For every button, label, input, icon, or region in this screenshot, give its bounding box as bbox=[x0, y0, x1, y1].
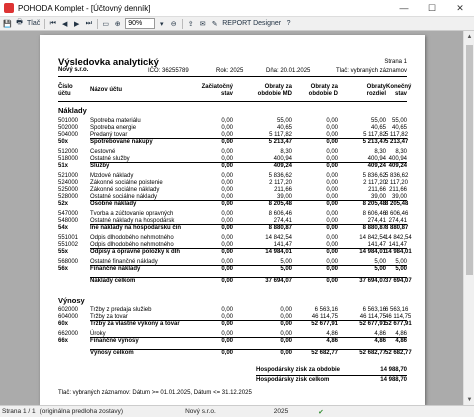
zoom-out-icon[interactable]: ⊖ bbox=[170, 20, 177, 28]
subtotal-row bbox=[40, 350, 425, 357]
turnover-d-value: 0,00 bbox=[326, 249, 338, 255]
final-value: 5 836,62 bbox=[385, 173, 409, 179]
turnover-md-value: 0,00 bbox=[280, 307, 292, 313]
toolbar-separator bbox=[44, 19, 45, 29]
status-source: (originálna predloha zostavy) bbox=[39, 408, 124, 415]
initial-value: 0,00 bbox=[221, 118, 233, 124]
account-name: Výnosy celkom bbox=[90, 350, 134, 356]
diff-value: 8 205,48 bbox=[362, 201, 386, 207]
turnover-md-value: 5 836,62 bbox=[268, 173, 292, 179]
account-name: Finančné náklady bbox=[90, 266, 141, 272]
account-name: Cestovné bbox=[90, 149, 116, 155]
diff-value: 46 114,75 bbox=[359, 314, 386, 320]
next-page-icon[interactable]: ▶ bbox=[74, 20, 80, 28]
account-name: Tržby za tovar bbox=[90, 314, 128, 320]
table-row bbox=[40, 180, 425, 187]
turnover-d-value: 0,00 bbox=[326, 211, 338, 217]
turnover-d-value: 46 114,75 bbox=[311, 314, 338, 320]
account-number: 56x bbox=[58, 266, 69, 272]
last-page-icon[interactable]: ⏭ bbox=[85, 19, 92, 27]
account-number: 52x bbox=[58, 201, 69, 207]
account-number: 528000 bbox=[58, 194, 79, 200]
account-number: 55x bbox=[58, 249, 69, 255]
table-row bbox=[40, 307, 425, 314]
turnover-d-value: 0,00 bbox=[326, 139, 338, 145]
check-icon: ✔ bbox=[318, 408, 324, 416]
subtotal-row bbox=[40, 278, 425, 285]
account-number: 524000 bbox=[58, 180, 79, 186]
turnover-d-value: 0,00 bbox=[326, 149, 338, 155]
result-period-label: Hospodársky zisk za obdobie bbox=[256, 367, 341, 373]
diff-value: 37 694,07 bbox=[359, 278, 386, 284]
account-number: 662000 bbox=[58, 331, 79, 337]
initial-value: 0,00 bbox=[221, 307, 233, 313]
page-view-icon[interactable]: ▭ bbox=[102, 20, 110, 28]
initial-value: 0,00 bbox=[221, 314, 233, 320]
title-bar bbox=[0, 0, 474, 17]
account-name: Náklady celkom bbox=[90, 278, 136, 284]
turnover-d-value: 52 677,91 bbox=[311, 321, 338, 327]
table-row bbox=[40, 173, 425, 180]
turnover-d-value: 0,00 bbox=[326, 259, 338, 265]
toolbar-separator bbox=[97, 19, 98, 29]
account-name: Osobné náklady bbox=[90, 201, 137, 207]
turnover-md-value: 0,00 bbox=[280, 338, 292, 344]
final-value: 52 677,91 bbox=[385, 321, 412, 327]
account-name: Tvorba a zúčtovanie opravných bbox=[90, 211, 174, 217]
final-value: 409,24 bbox=[388, 163, 407, 169]
col-header-diff: Obraty rozdiel bbox=[366, 84, 386, 97]
turnover-md-value: 0,00 bbox=[280, 314, 292, 320]
help-icon[interactable]: ? bbox=[286, 20, 291, 27]
result-total-value: 14 988,70 bbox=[380, 377, 407, 383]
account-number: 551002 bbox=[58, 242, 79, 248]
turnover-d-value: 0,00 bbox=[326, 235, 338, 241]
scroll-down-arrow-icon[interactable]: ▼ bbox=[466, 396, 473, 403]
turnover-md-value: 400,94 bbox=[273, 156, 292, 162]
diff-value: 8 880,87 bbox=[362, 225, 386, 231]
vertical-scrollbar[interactable] bbox=[463, 31, 474, 405]
turnover-md-value: 14 842,54 bbox=[265, 235, 292, 241]
print-filter-note: Tlač: vybraných záznamov bbox=[335, 68, 407, 74]
account-name: Spotreba energie bbox=[90, 125, 137, 131]
minimize-button[interactable]: — bbox=[399, 3, 409, 13]
account-name: Ostatné náklady na hospodársk bbox=[90, 218, 175, 224]
diff-value: 274,41 bbox=[367, 218, 386, 224]
account-number: 525000 bbox=[58, 187, 79, 193]
turnover-md-value: 40,65 bbox=[276, 125, 292, 131]
diff-value: 5 213,47 bbox=[362, 139, 386, 145]
turnover-d-value: 0,00 bbox=[326, 201, 338, 207]
account-number: 504000 bbox=[58, 132, 79, 138]
save-icon[interactable]: 💾 bbox=[3, 20, 12, 28]
diff-value: 5,00 bbox=[374, 266, 386, 272]
initial-value: 0,00 bbox=[221, 225, 233, 231]
account-number: 547000 bbox=[58, 211, 79, 217]
account-name: Ostatné sociálne náklady bbox=[90, 194, 158, 200]
account-number: 501000 bbox=[58, 118, 79, 124]
diff-value: 4,86 bbox=[374, 338, 386, 344]
initial-value: 0,00 bbox=[221, 266, 233, 272]
col-header-turnover-d: Obraty za obdobie D bbox=[308, 84, 338, 97]
section-costs-heading: Náklady bbox=[58, 106, 87, 115]
report-year: Rok: 2025 bbox=[216, 68, 244, 74]
turnover-d-value: 0,00 bbox=[326, 125, 338, 131]
account-name: Spotrebované nákupy bbox=[90, 139, 153, 145]
final-value: 5 213,47 bbox=[385, 139, 409, 145]
account-number: 51x bbox=[58, 163, 69, 169]
turnover-md-value: 8 205,48 bbox=[268, 201, 292, 207]
page-label: Strana 1 bbox=[384, 59, 407, 65]
subtotal-row bbox=[40, 338, 425, 345]
report-page bbox=[40, 35, 425, 405]
subtotal-row bbox=[40, 225, 425, 232]
turnover-md-value: 55,00 bbox=[276, 118, 292, 124]
maximize-button[interactable]: ☐ bbox=[427, 2, 437, 13]
turnover-md-value: 8,30 bbox=[280, 149, 292, 155]
account-name: Spotreba materiálu bbox=[90, 118, 141, 124]
initial-value: 0,00 bbox=[221, 278, 233, 284]
report-title: Výsledovka analytický bbox=[58, 57, 159, 68]
diff-value: 52 677,91 bbox=[359, 321, 386, 327]
diff-value: 141,47 bbox=[367, 242, 386, 248]
initial-value: 0,00 bbox=[221, 187, 233, 193]
account-number: 518000 bbox=[58, 156, 79, 162]
turnover-md-value: 141,47 bbox=[273, 242, 292, 248]
subtotal-row bbox=[40, 201, 425, 208]
final-value: 5 117,82 bbox=[385, 132, 408, 138]
column-header-rule bbox=[58, 101, 407, 102]
subtotal-row bbox=[40, 249, 425, 256]
turnover-d-value: 0,00 bbox=[326, 278, 338, 284]
turnover-d-value: 0,00 bbox=[326, 163, 338, 169]
preview-canvas bbox=[0, 31, 474, 405]
table-row bbox=[40, 211, 425, 218]
turnover-md-value: 8 880,87 bbox=[268, 225, 292, 231]
final-value: 40,65 bbox=[391, 125, 407, 131]
status-company: Nový s.r.o. bbox=[185, 408, 216, 415]
turnover-d-value: 52 682,77 bbox=[311, 350, 338, 356]
initial-value: 0,00 bbox=[221, 194, 233, 200]
account-name: Zákonné sociálne náklady bbox=[90, 187, 160, 193]
account-number: 54x bbox=[58, 225, 69, 231]
diff-value: 8 606,46 bbox=[362, 211, 386, 217]
turnover-md-value: 37 694,07 bbox=[265, 278, 292, 284]
turnover-md-value: 5 117,82 bbox=[269, 132, 292, 138]
window-title: POHODA Komplet - [Účtovný denník] bbox=[18, 3, 151, 13]
turnover-md-value: 39,00 bbox=[276, 194, 292, 200]
turnover-md-value: 8 606,46 bbox=[268, 211, 292, 217]
initial-value: 0,00 bbox=[221, 139, 233, 145]
printer-icon[interactable]: 🖶 bbox=[16, 19, 23, 26]
final-value: 5,00 bbox=[395, 259, 407, 265]
initial-value: 0,00 bbox=[221, 242, 233, 248]
final-value: 5,00 bbox=[395, 266, 407, 272]
turnover-d-value: 0,00 bbox=[326, 266, 338, 272]
initial-value: 0,00 bbox=[221, 321, 233, 327]
status-bar bbox=[0, 405, 474, 417]
turnover-d-value: 0,00 bbox=[326, 180, 338, 186]
account-name: Ostatné finančné náklady bbox=[90, 259, 158, 265]
first-page-icon[interactable]: ⏮ bbox=[49, 19, 56, 27]
toolbar-separator bbox=[182, 19, 183, 29]
turnover-d-value: 0,00 bbox=[326, 218, 338, 224]
account-name: Mzdové náklady bbox=[90, 173, 134, 179]
table-row bbox=[40, 149, 425, 156]
initial-value: 0,00 bbox=[221, 249, 233, 255]
export-icon[interactable]: ⇪ bbox=[187, 20, 194, 28]
diff-value: 14 842,54 bbox=[359, 235, 386, 241]
scroll-up-arrow-icon[interactable]: ▲ bbox=[466, 33, 473, 40]
mail-icon[interactable]: ✉ bbox=[199, 20, 206, 28]
final-value: 8 880,87 bbox=[385, 225, 409, 231]
turnover-md-value: 5,00 bbox=[280, 266, 292, 272]
report-date: Dňa: 20.01.2025 bbox=[266, 68, 311, 74]
company-name: Nový s.r.o. bbox=[58, 67, 89, 73]
turnover-md-value: 5,00 bbox=[280, 259, 292, 265]
account-number: 60x bbox=[58, 321, 69, 327]
final-value: 8 606,46 bbox=[385, 211, 409, 217]
diff-value: 5 117,82 bbox=[363, 132, 386, 138]
header-rule bbox=[58, 76, 407, 77]
account-number: 66x bbox=[58, 338, 69, 344]
diff-value: 39,00 bbox=[370, 194, 386, 200]
initial-value: 0,00 bbox=[221, 338, 233, 344]
account-name: Tržby za vlastné výkony a tovar bbox=[90, 321, 180, 327]
result-rule bbox=[256, 375, 407, 376]
subtotal-row bbox=[40, 139, 425, 146]
final-value: 141,47 bbox=[388, 242, 407, 248]
chevron-down-icon[interactable]: ▾ bbox=[159, 20, 164, 28]
footer-filter-note: Tlač: vybraných záznamov: Dátum >= 01.01.2025, Dátum <= 31.12.2025 bbox=[58, 390, 252, 396]
final-value: 14 842,54 bbox=[385, 235, 412, 241]
final-value: 55,00 bbox=[391, 118, 407, 124]
account-number: 502000 bbox=[58, 125, 79, 131]
account-name: Služby bbox=[90, 163, 110, 169]
final-value: 4,86 bbox=[395, 331, 407, 337]
account-number: 602000 bbox=[58, 307, 79, 313]
print-button[interactable]: Tlač bbox=[27, 20, 41, 27]
status-page: Strana 1 / 1 bbox=[2, 408, 36, 415]
turnover-md-value: 274,41 bbox=[273, 218, 292, 224]
initial-value: 0,00 bbox=[221, 132, 233, 138]
account-number: 548000 bbox=[58, 218, 79, 224]
final-value: 400,94 bbox=[388, 156, 407, 162]
account-name: Ostatné služby bbox=[90, 156, 130, 162]
table-row bbox=[40, 125, 425, 132]
account-name: Zákonné sociálne poistenie bbox=[90, 180, 163, 186]
final-value: 2 117,20 bbox=[385, 180, 408, 186]
diff-value: 4,86 bbox=[374, 331, 386, 337]
diff-value: 5,00 bbox=[374, 259, 386, 265]
final-value: 274,41 bbox=[388, 218, 407, 224]
initial-value: 0,00 bbox=[221, 180, 233, 186]
final-value: 14 984,01 bbox=[385, 249, 412, 255]
diff-value: 14 984,01 bbox=[359, 249, 386, 255]
turnover-d-value: 0,00 bbox=[326, 225, 338, 231]
final-value: 46 114,75 bbox=[385, 314, 412, 320]
turnover-md-value: 14 984,01 bbox=[265, 249, 292, 255]
turnover-md-value: 409,24 bbox=[273, 163, 292, 169]
turnover-d-value: 4,86 bbox=[326, 331, 338, 337]
final-value: 37 694,07 bbox=[385, 278, 412, 284]
account-name: Odpis dlhodobého nehmotného bbox=[90, 235, 174, 241]
diff-value: 55,00 bbox=[370, 118, 386, 124]
col-header-final: Konečný stav bbox=[386, 84, 412, 97]
initial-value: 0,00 bbox=[221, 235, 233, 241]
turnover-d-value: 0,00 bbox=[326, 173, 338, 179]
diff-value: 52 682,77 bbox=[359, 350, 386, 356]
zoom-in-icon[interactable]: ⊕ bbox=[114, 20, 121, 28]
diff-value: 211,66 bbox=[368, 187, 386, 193]
account-name: Finančné výnosy bbox=[90, 338, 139, 344]
final-value: 52 682,77 bbox=[385, 350, 412, 356]
status-year: 2025 bbox=[273, 408, 289, 415]
account-number: 551001 bbox=[58, 235, 79, 241]
turnover-d-value: 0,00 bbox=[326, 118, 338, 124]
turnover-d-value: 4,86 bbox=[326, 338, 338, 344]
account-name: Tržby z predaja služieb bbox=[90, 307, 152, 313]
subtotal-row bbox=[40, 163, 425, 170]
turnover-d-value: 0,00 bbox=[326, 187, 338, 193]
turnover-md-value: 0,00 bbox=[280, 350, 292, 356]
diff-value: 8,30 bbox=[374, 149, 386, 155]
initial-value: 0,00 bbox=[221, 149, 233, 155]
account-name: Úroky bbox=[90, 331, 106, 337]
diff-value: 400,94 bbox=[367, 156, 386, 162]
account-number: 50x bbox=[58, 139, 69, 145]
col-header-account-number: Číslo účtu bbox=[58, 84, 73, 97]
turnover-d-value: 0,00 bbox=[326, 156, 338, 162]
report-designer-icon[interactable]: ✎ bbox=[211, 20, 218, 28]
turnover-md-value: 2 117,20 bbox=[269, 180, 292, 186]
account-number: 512000 bbox=[58, 149, 79, 155]
initial-value: 0,00 bbox=[221, 218, 233, 224]
result-period-value: 14 988,70 bbox=[380, 367, 407, 373]
pohoda-app-icon bbox=[4, 3, 14, 13]
initial-value: 0,00 bbox=[221, 173, 233, 179]
col-header-account-name: Názov účtu bbox=[90, 87, 123, 93]
final-value: 6 563,16 bbox=[385, 307, 409, 313]
subtotal-row bbox=[40, 266, 425, 273]
account-name: Odpis dlhodobého nehmotného bbox=[90, 242, 174, 248]
col-header-initial: Začiatočný stav bbox=[201, 84, 233, 97]
turnover-md-value: 0,00 bbox=[280, 331, 292, 337]
account-number: 521000 bbox=[58, 173, 79, 179]
scrollbar-thumb[interactable] bbox=[466, 45, 473, 275]
subtotal-row bbox=[40, 321, 425, 328]
account-number: 604000 bbox=[58, 314, 79, 320]
account-name: Iné náklady na hospodársku čin bbox=[90, 225, 182, 231]
report-designer-button[interactable]: REPORT Designer bbox=[222, 20, 282, 27]
zoom-select[interactable]: 90% bbox=[125, 18, 155, 29]
turnover-md-value: 5 213,47 bbox=[268, 139, 292, 145]
initial-value: 0,00 bbox=[221, 331, 233, 337]
account-number: 568000 bbox=[58, 259, 79, 265]
diff-value: 2 117,20 bbox=[363, 180, 386, 186]
table-row bbox=[40, 235, 425, 242]
turnover-md-value: 211,66 bbox=[274, 187, 292, 193]
initial-value: 0,00 bbox=[221, 125, 233, 131]
result-total-label: Hospodársky zisk celkom bbox=[256, 377, 330, 383]
table-row bbox=[40, 187, 425, 194]
diff-value: 409,24 bbox=[367, 163, 386, 169]
diff-value: 5 836,62 bbox=[362, 173, 386, 179]
turnover-d-value: 0,00 bbox=[326, 194, 338, 200]
close-button[interactable]: ✕ bbox=[456, 2, 464, 13]
final-value: 8,30 bbox=[395, 149, 407, 155]
turnover-md-value: 0,00 bbox=[280, 321, 292, 327]
initial-value: 0,00 bbox=[221, 163, 233, 169]
preview-toolbar bbox=[0, 17, 474, 31]
account-name: Odpisy a opravné položky k dlh bbox=[90, 249, 181, 255]
initial-value: 0,00 bbox=[221, 156, 233, 162]
final-value: 211,66 bbox=[389, 187, 407, 193]
initial-value: 0,00 bbox=[221, 259, 233, 265]
col-header-turnover-md: Obraty za obdobie MD bbox=[257, 84, 292, 97]
turnover-d-value: 0,00 bbox=[326, 132, 338, 138]
diff-value: 6 563,16 bbox=[362, 307, 386, 313]
initial-value: 0,00 bbox=[221, 201, 233, 207]
final-value: 39,00 bbox=[391, 194, 407, 200]
initial-value: 0,00 bbox=[221, 211, 233, 217]
turnover-d-value: 0,00 bbox=[326, 242, 338, 248]
account-name: Predaný tovar bbox=[90, 132, 128, 138]
initial-value: 0,00 bbox=[221, 350, 233, 356]
final-value: 4,86 bbox=[395, 338, 407, 344]
diff-value: 40,65 bbox=[370, 125, 386, 131]
table-row bbox=[40, 118, 425, 125]
section-revenue-heading: Výnosy bbox=[58, 296, 85, 305]
final-value: 8 205,48 bbox=[385, 201, 409, 207]
prev-page-icon[interactable]: ◀ bbox=[62, 20, 68, 28]
company-ico: IČO: 36255789 bbox=[148, 68, 189, 74]
turnover-d-value: 6 563,16 bbox=[314, 307, 338, 313]
